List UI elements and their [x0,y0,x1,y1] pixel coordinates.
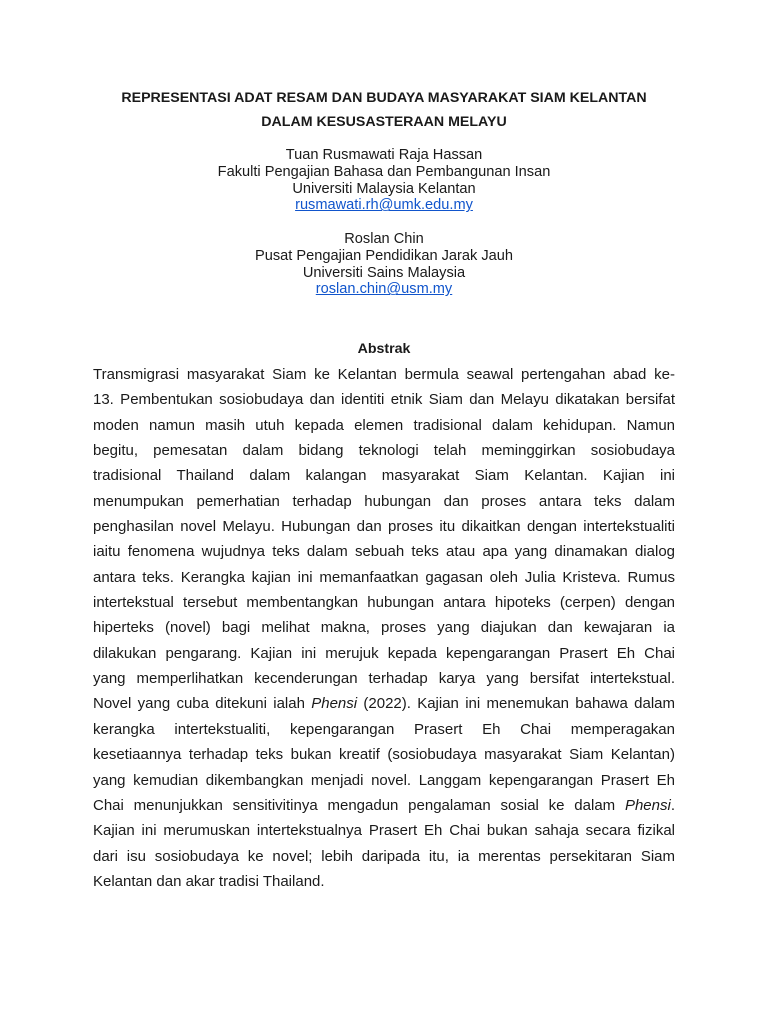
abstract-line: Novel yang cuba ditekuni ialah Phensi (2022). Kajian ini menemukan bahawa dalam [93,695,675,713]
abstract-line: intertekstual tersebut membentangkan hubungan antara hipoteks (cerpen) dengan [93,594,675,612]
author-block-2 [60,231,708,298]
abstract-line: hiperteks (novel) bagi melihat makna, proses yang diajukan dan kewajaran ia [93,619,675,637]
abstract-line: Kelantan dan akar tradisi Thailand. [93,872,325,890]
abstract-line: tradisional Thailand dalam kalangan masyarakat Siam Kelantan. Kajian ini [93,467,675,485]
abstract-line: kesetiaannya terhadap teks bukan kreatif (sosiobudaya masyarakat Siam Kelantan) [93,746,675,764]
author-email-link[interactable]: roslan.chin@usm.my [315,281,453,298]
abstract-body [93,362,675,894]
author-name: Tuan Rusmawati Raja Hassan [285,147,483,163]
novel-title-emphasis: Phensi [311,695,358,713]
abstract-line: yang kemudian dikembangkan menjadi novel. Langgam kepengarangan Prasert Eh [93,771,675,789]
abstract-line: penghasilan novel Melayu. Hubungan dan proses itu dikaitkan dengan intertekstualiti [93,518,675,536]
author-faculty: Fakulti Pengajian Bahasa dan Pembangunan Insan [217,163,551,180]
author-university: Universiti Sains Malaysia [302,264,466,281]
abstract-line: iaitu fenomena wujudnya teks dalam sebuah teks atau apa yang dinamakan dialog [93,543,675,561]
paper-title-line-1: REPRESENTASI ADAT RESAM DAN BUDAYA MASYARAKAT SIAM KELANTAN [121,90,647,106]
abstract-line: begitu, pemesatan dalam bidang teknologi telah meminggirkan sosiobudaya [93,442,675,460]
paper-title [60,86,708,134]
abstract-line: moden namun masih utuh kepada elemen tradisional dalam kehidupan. Namun [93,416,675,434]
abstract-line: kerangka intertekstualiti, kepengarangan Prasert Eh Chai memperagakan [93,720,675,738]
author-name: Roslan Chin [344,231,424,247]
abstract-line: Kajian ini merumuskan intertekstualnya Prasert Eh Chai bukan sahaja secara fizikal [93,822,675,840]
abstract-line: antara teks. Kerangka kajian ini memanfaatkan gagasan oleh Julia Kristeva. Rumus [93,568,675,586]
abstract-line: dari isu sosiobudaya ke novel; lebih daripada itu, ia merentas persekitaran Siam [93,847,675,865]
author-email-link[interactable]: rusmawati.rh@umk.edu.my [295,197,473,214]
author-block-1 [60,147,708,214]
abstract-line: dilakukan pengarang. Kajian ini merujuk kepada kepengarangan Prasert Eh Chai [93,644,675,662]
author-university: Universiti Malaysia Kelantan [292,180,476,197]
abstract-line: yang memperlihatkan kecenderungan terhadap karya yang bersifat intertekstual. [93,670,675,688]
abstract-line: menumpukan pemerhatian terhadap hubungan dan proses antara teks dalam [93,492,675,510]
paper-title-line-2: DALAM KESUSASTERAAN MELAYU [261,114,507,130]
author-faculty: Pusat Pengajian Pendidikan Jarak Jauh [255,247,513,264]
novel-title-emphasis: Phensi [624,796,671,814]
abstract-line: 13. Pembentukan sosiobudaya dan identiti etnik Siam dan Melayu dikatakan bersifat [93,391,675,409]
abstract-heading: Abstrak [357,341,411,357]
abstract-line: Transmigrasi masyarakat Siam ke Kelantan bermula seawal pertengahan abad ke- [93,366,675,383]
abstract-line: Chai menunjukkan sensitivitinya mengadun pengalaman sosial ke dalam Phensi. [93,796,675,814]
